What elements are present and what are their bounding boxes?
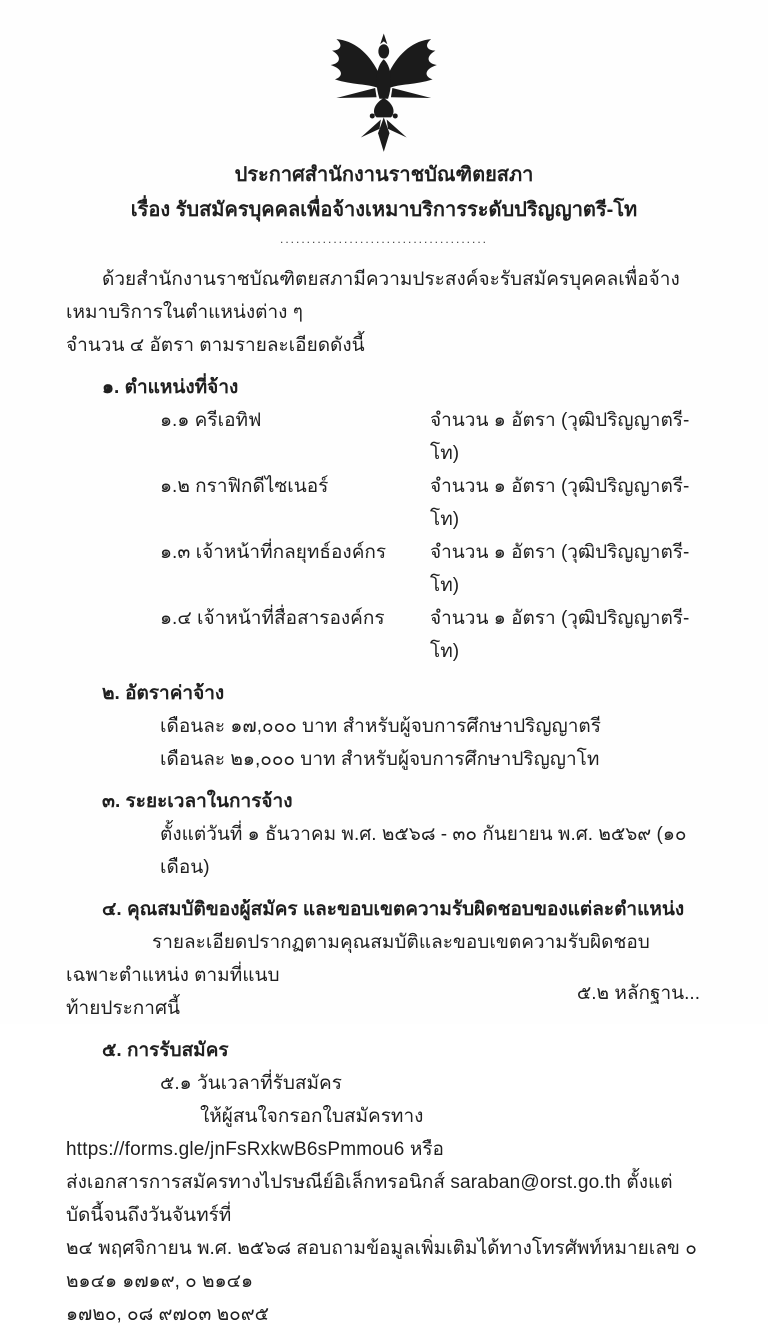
section1-heading: ๑. ตำแหน่งที่จ้าง <box>102 377 239 398</box>
garuda-icon <box>312 32 456 154</box>
section2-heading: ๒. อัตราค่าจ้าง <box>102 683 225 704</box>
position-row <box>160 536 702 602</box>
position-amount: จำนวน ๑ อัตรา (วุฒิปริญญาตรี-โท) <box>430 542 690 596</box>
section3-heading: ๓. ระยะเวลาในการจ้าง <box>102 791 293 812</box>
position-row <box>160 404 702 470</box>
section5-sub1: ๕.๑ วันเวลาที่รับสมัคร <box>160 1073 342 1094</box>
application-line-3: ๒๔ พฤศจิกายน พ.ศ. ๒๕๖๘ สอบถามข้อมูลเพิ่มเติมได้ทางโทรศัพท์หมายเลข ๐ ๒๑๔๑ ๑๗๑๙, ๐ ๒๑๔๑ <box>66 1238 697 1292</box>
position-amount: จำนวน ๑ อัตรา (วุฒิปริญญาตรี-โท) <box>430 608 690 662</box>
position-label: ๑.๓ เจ้าหน้าที่กลยุทธ์องค์กร <box>160 542 387 563</box>
intro-line-2: จำนวน ๔ อัตรา ตามรายละเอียดดังนี้ <box>66 335 365 356</box>
position-label: ๑.๑ ครีเอทิฟ <box>160 410 262 431</box>
qualification-line-2: ท้ายประกาศนี้ <box>66 998 181 1019</box>
garuda-emblem <box>66 32 702 158</box>
application-line-2 <box>66 1166 702 1232</box>
salary-line-bachelor: เดือนละ ๑๗,๐๐๐ บาท สำหรับผู้จบการศึกษาปริญญาตรี <box>160 716 601 737</box>
intro-line-1: ด้วยสำนักงานราชบัณฑิตยสภามีความประสงค์จะรับสมัครบุคคลเพื่อจ้างเหมาบริการในตำแหน่งต่าง ๆ <box>66 269 680 323</box>
announcement-subject: เรื่อง รับสมัครบุคคลเพื่อจ้างเหมาบริการระดับปริญญาตรี-โท <box>130 199 638 221</box>
position-label: ๑.๔ เจ้าหน้าที่สื่อสารองค์กร <box>160 608 385 629</box>
salary-line-master: เดือนละ ๒๑,๐๐๐ บาท สำหรับผู้จบการศึกษาปริญญาโท <box>160 749 600 770</box>
dotted-divider: ....................................... <box>279 232 489 246</box>
application-text-after-url: หรือ <box>404 1139 444 1160</box>
employment-period-line: ตั้งแต่วันที่ ๑ ธันวาคม พ.ศ. ๒๕๖๘ - ๓๐ กันยายน พ.ศ. ๒๕๖๙ (๑๐ เดือน) <box>160 824 687 878</box>
application-email: saraban@orst.go.th <box>450 1172 622 1193</box>
section5-heading: ๕. การรับสมัคร <box>102 1040 229 1061</box>
application-line-1 <box>66 1100 702 1166</box>
application-form-url: https://forms.gle/jnFsRxkwB6sPmmou6 <box>66 1139 405 1160</box>
application-text-before-url: ให้ผู้สนใจกรอกใบสมัครทาง <box>200 1106 424 1127</box>
position-label: ๑.๒ กราฟิกดีไซเนอร์ <box>160 476 329 497</box>
continuation-cue: ๕.๒ หลักฐาน... <box>576 983 700 1004</box>
application-text-after-email: ตั้งแต่บัดนี้จนถึงวันจันทร์ที่ <box>66 1172 673 1226</box>
announcement-title: ประกาศสำนักงานราชบัณฑิตยสภา <box>234 164 534 186</box>
section4-heading: ๔. คุณสมบัติของผู้สมัคร และขอบเขตความรับผิดชอบของแต่ละตำแหน่ง <box>102 899 685 920</box>
application-text-before-email: ส่งเอกสารการสมัครทางไปรษณีย์อิเล็กทรอนิกส์ <box>66 1172 451 1193</box>
position-row <box>160 602 702 668</box>
position-amount: จำนวน ๑ อัตรา (วุฒิปริญญาตรี-โท) <box>430 410 690 464</box>
position-row <box>160 470 702 536</box>
application-line-4: ๑๗๒๐, ๐๘ ๙๗๐๓ ๒๐๙๕ <box>66 1304 270 1325</box>
position-amount: จำนวน ๑ อัตรา (วุฒิปริญญาตรี-โท) <box>430 476 690 530</box>
qualification-line-1: รายละเอียดปรากฏตามคุณสมบัติและขอบเขตความรับผิดชอบเฉพาะตำแหน่ง ตามที่แนบ <box>66 932 650 986</box>
